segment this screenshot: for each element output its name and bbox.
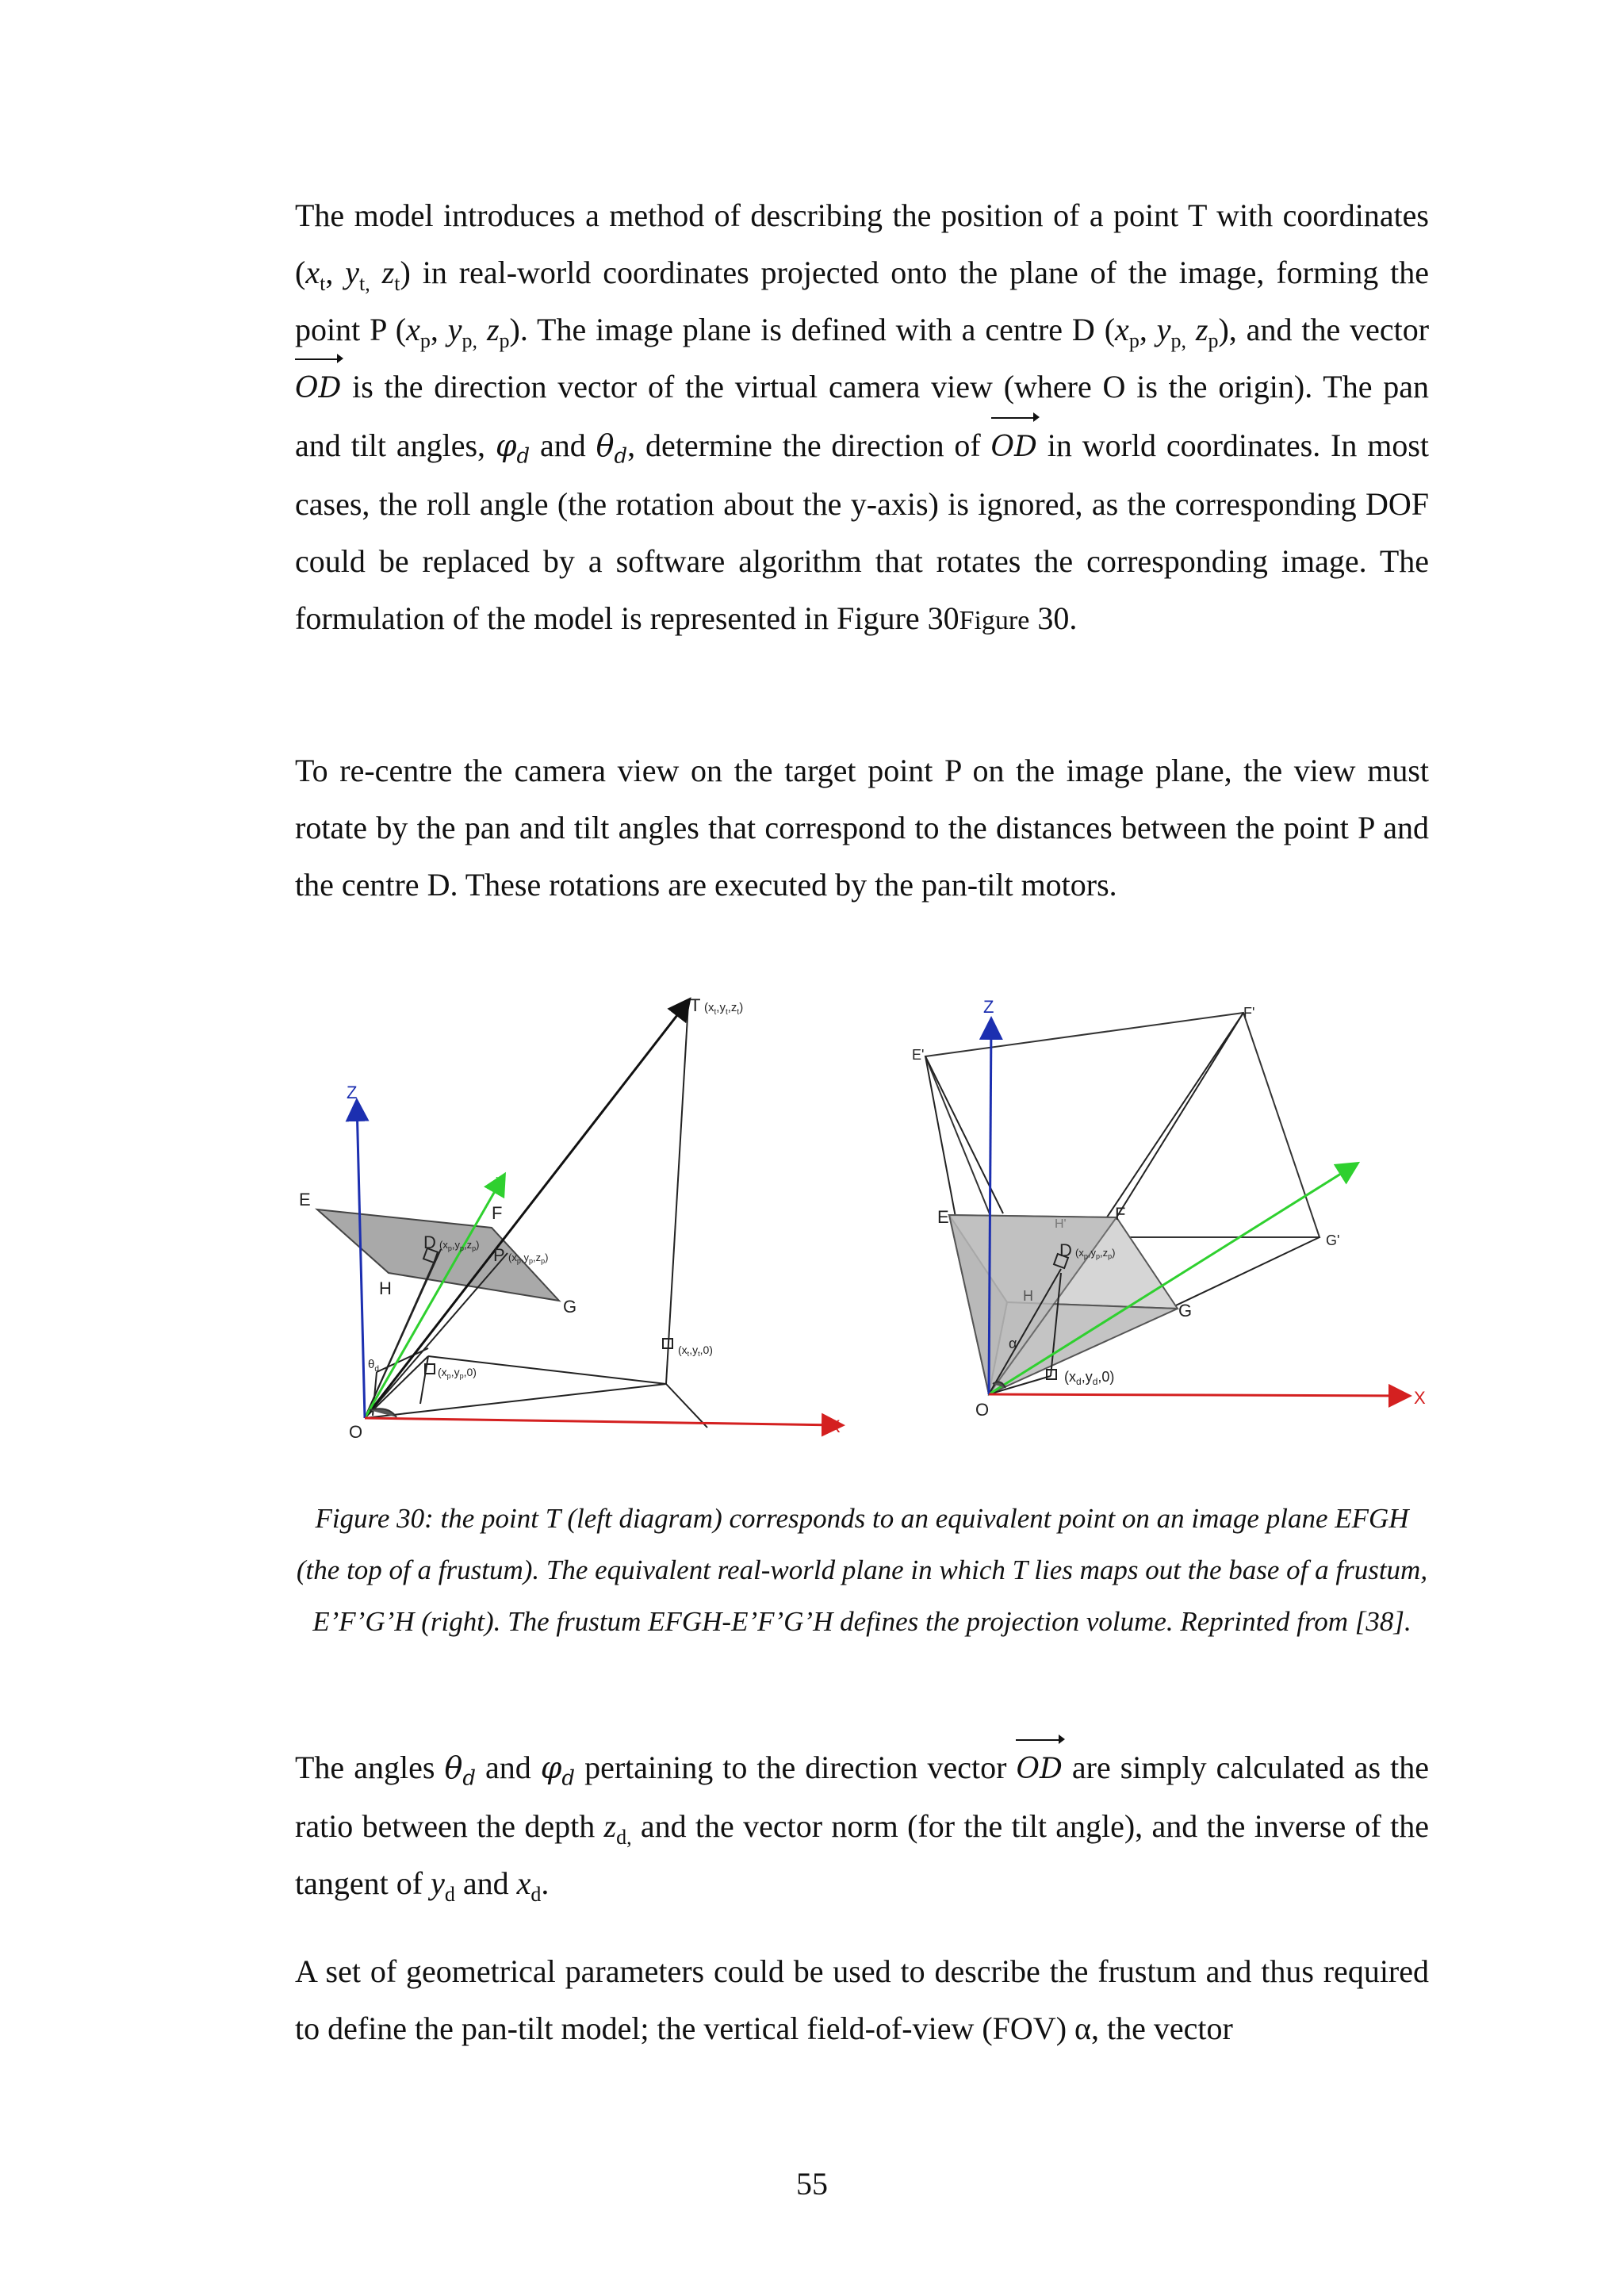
symbol-theta-d: $\theta_d$ — [596, 428, 628, 469]
label-xp-yp-0: $(x_p,y_p,0)$ — [438, 1366, 477, 1380]
label-f-prime: F' — [1243, 1005, 1255, 1021]
paragraph-model-intro: The model introduces a method of describing the position of a point T with coordinates ($x_t$, $y_{t,}$ $z_t$) in real-world coordinates projected onto the plane of the image, forming the point P ($x_p$, $y_{p,}$ $z_p$). The image plane is defined with a centre D ($x_p$, $y_{p,}$ $z_p$), and the vector OD is the direction vector of the virtual camera view (where O is the origin). The pan and tilt angles, $\varphi_d$ and $\theta_d$, determine the direction of OD in world coordinates. In most cases, the roll angle (the rotation about the y-axis) is ignored, as the corresponding DOF could be replaced by a software algorithm that rotates the corresponding image. The formulation of the model is represented in Figure 30Figure 30. — [295, 197, 1430, 636]
label-y-axis: Y — [496, 1175, 506, 1190]
symbol-phi-d: $\varphi_d$ — [540, 1750, 576, 1791]
label-h-prime: H' — [1055, 1217, 1067, 1231]
label-theta-d: $\theta_d$ — [368, 1358, 379, 1374]
paragraph-angles: The angles $\theta_d$ and $\varphi_d$ pertaining to the direction vector OD are simply calculated as the ratio between the depth $z_{d,}$ and the vector norm (for the tilt angle), and the inverse of the tangent of $y_d$ and $x_d$. — [295, 1739, 1429, 1912]
axis-x — [365, 1418, 841, 1425]
label-g-prime: G' — [1326, 1232, 1340, 1248]
label-alpha: α — [1009, 1336, 1017, 1351]
label-z-axis: Z — [347, 1083, 358, 1102]
label-h: H — [1023, 1288, 1033, 1304]
label-h: H — [379, 1278, 392, 1298]
axis-x — [989, 1394, 1408, 1396]
figure-30-diagrams — [285, 976, 1443, 1483]
axis-z — [357, 1102, 365, 1418]
symbol-theta-d: $\theta_d$ — [444, 1750, 476, 1791]
label-e-prime: E' — [912, 1047, 925, 1063]
label-d: D — [1059, 1240, 1072, 1260]
label-p-coords: $(x_p,y_p,z_p)$ — [508, 1251, 549, 1265]
label-o: O — [349, 1422, 363, 1442]
label-g: G — [1178, 1301, 1193, 1320]
label-e: E — [299, 1190, 311, 1209]
label-d-coords: $(x_p,y_p,z_p)$ — [439, 1239, 480, 1252]
left-diagram — [317, 1001, 841, 1428]
label-p: P — [493, 1245, 505, 1265]
label-x-axis: X — [1414, 1388, 1426, 1408]
label-f: F — [1115, 1204, 1126, 1224]
label-t: T — [690, 995, 701, 1015]
label-xd-yd-0: $(x_d,y_d,0)$ — [1064, 1369, 1115, 1387]
label-y-axis: Y — [1342, 1163, 1352, 1179]
label-x-axis: X — [829, 1416, 841, 1436]
label-xt-yt-0: $(x_t,y_t,0)$ — [678, 1343, 713, 1358]
vector-od: OD — [991, 419, 1037, 476]
paragraph-recentre: To re-centre the camera view on the target point P on the image plane, the view must rotate by the pan and tilt angles that correspond to the distances between the point P and the centre D. These rotations are executed by the pan-tilt motors. — [295, 753, 1429, 903]
symbol-phi-d: $\varphi_d$ — [495, 428, 530, 469]
label-z-axis: Z — [983, 997, 994, 1017]
vector-od: OD — [1016, 1741, 1062, 1798]
label-g: G — [563, 1297, 577, 1317]
label-e: E — [937, 1207, 949, 1227]
figure-caption: Figure 30: the point T (left diagram) corresponds to an equivalent point on an image plane EFGH (the top of a frustum). The equivalent real-world plane in which T lies maps out the base of a frustum, E’F’G’H (right). The frustum EFGH-E’F’G’H defines the projection volume. Reprinted from [38]. — [296, 1503, 1428, 1637]
label-f: F — [492, 1203, 503, 1223]
label-t-coords: $(x_t,y_t,z_t)$ — [704, 1001, 744, 1017]
line-o-to-t — [365, 1001, 688, 1418]
page-number: 55 — [796, 2166, 828, 2202]
label-d-coords: $(x_p,y_p,z_p)$ — [1075, 1247, 1116, 1260]
paragraph-frustum-parameters: A set of geometrical parameters could be used to describe the frustum and thus required to define the pan-tilt model; the vertical field-of-view (FOV) α, the vector — [295, 1953, 1429, 2046]
label-o: O — [975, 1400, 990, 1420]
vector-od: OD — [295, 360, 341, 417]
label-d: D — [423, 1232, 436, 1252]
right-diagram — [925, 1013, 1408, 1396]
